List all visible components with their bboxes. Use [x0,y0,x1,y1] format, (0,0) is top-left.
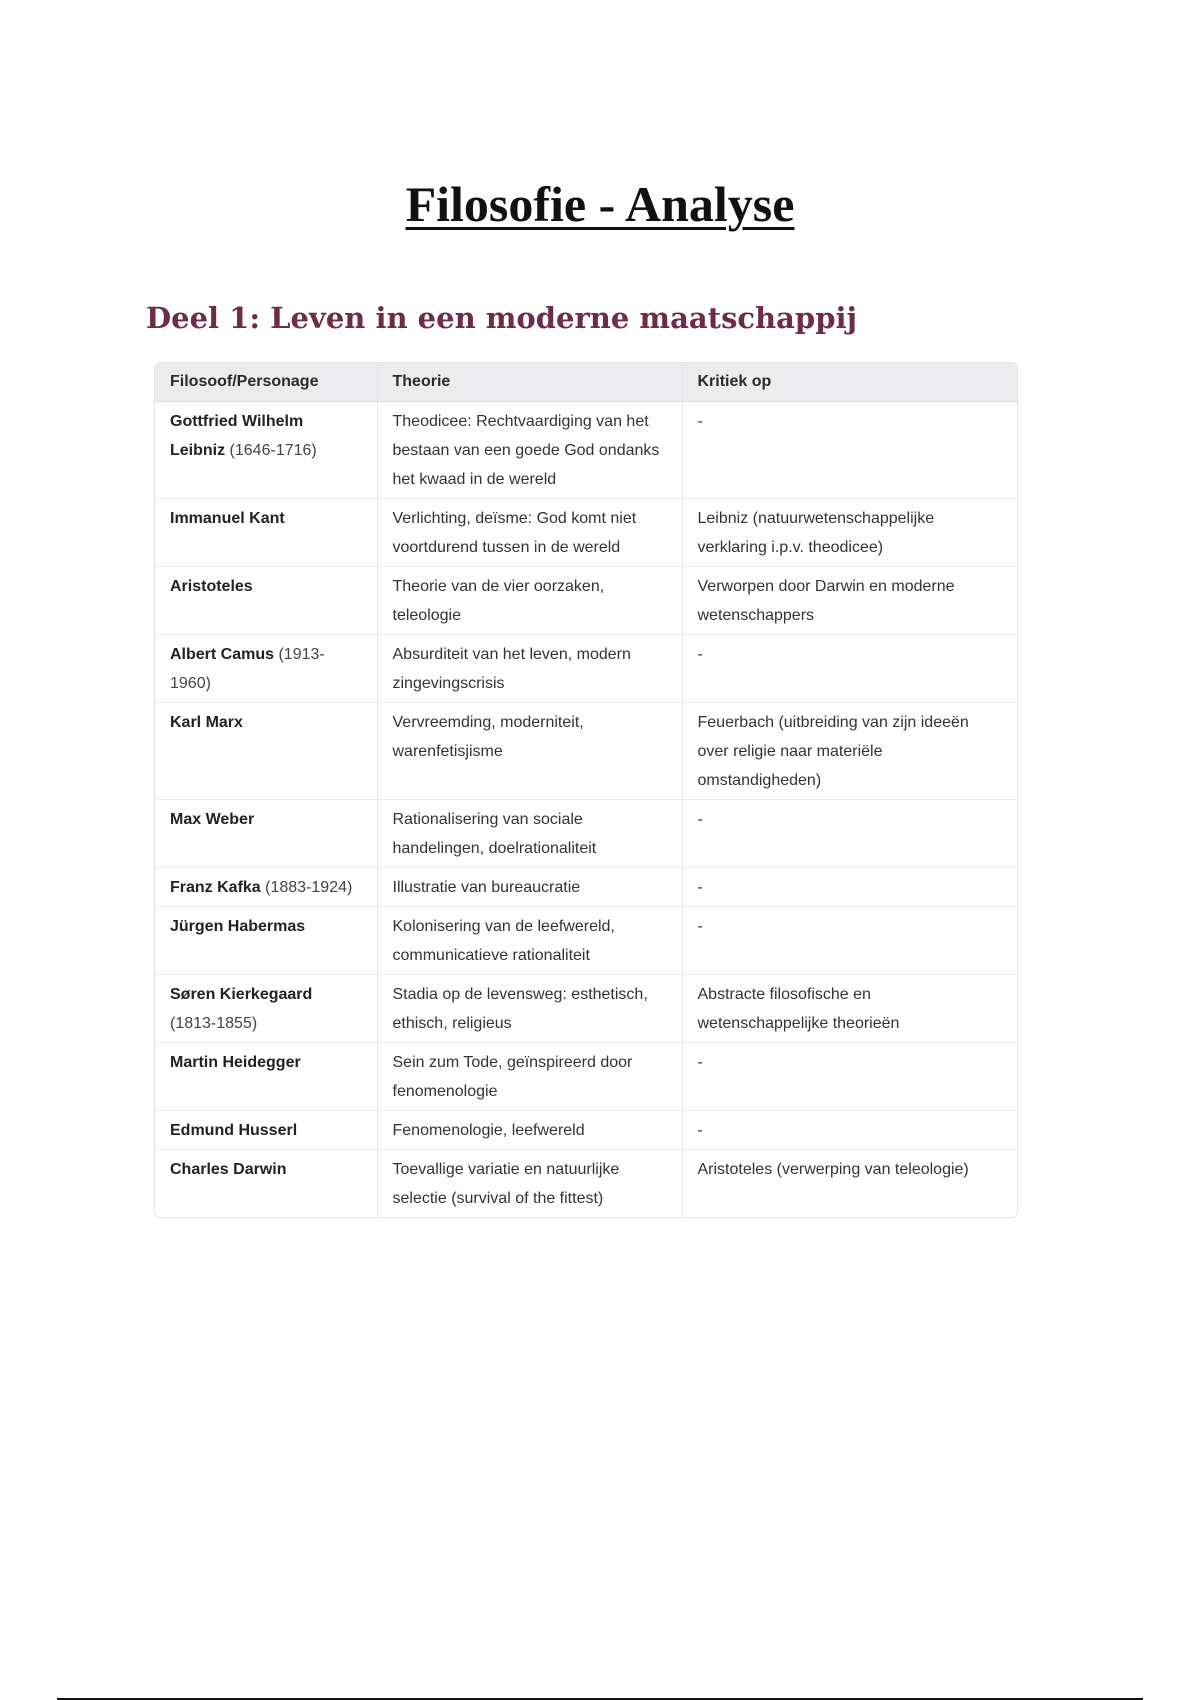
philosopher-name: Albert Camus [170,646,275,663]
cell-philosopher [155,402,377,499]
cell-theory: Toevallige variatie en natuurlijke selectie (survival of the fittest) [377,1150,682,1218]
cell-philosopher [155,1111,377,1150]
cell-philosopher [155,868,377,907]
philosopher-name: Max Weber [170,811,255,828]
philosopher-name: Immanuel Kant [170,510,285,527]
cell-critique: - [682,800,1017,868]
philosopher-name: Edmund Husserl [170,1122,298,1139]
table-row [155,868,1017,907]
cell-philosopher [155,1043,377,1111]
table-row [155,1111,1017,1150]
table-row [155,1043,1017,1111]
cell-philosopher [155,567,377,635]
table-row [155,800,1017,868]
philosopher-years: (1883-1924) [260,879,353,896]
cell-philosopher [155,907,377,975]
column-header-theory: Theorie [377,363,682,402]
cell-theory: Stadia op de levensweg: esthetisch, ethisch, religieus [377,975,682,1043]
cell-critique: - [682,907,1017,975]
table-header-row [155,363,1017,402]
cell-critique: - [682,635,1017,703]
table-body [155,402,1017,1218]
philosopher-name: Aristoteles [170,578,253,595]
page-title: Filosofie - Analyse [405,175,795,232]
philosopher-name: Gottfried Wilhelm Leibniz [170,413,304,459]
cell-critique: Leibniz (natuurwetenschappelijke verklaring i.p.v. theodicee) [682,499,1017,567]
column-header-philosopher: Filosoof/Personage [155,363,377,402]
table-row [155,975,1017,1043]
cell-theory: Verlichting, deïsme: God komt niet voortdurend tussen in de wereld [377,499,682,567]
cell-theory: Theodicee: Rechtvaardiging van het bestaan van een goede God ondanks het kwaad in de wereld [377,402,682,499]
table-row [155,499,1017,567]
philosopher-name: Charles Darwin [170,1161,287,1178]
cell-critique: Abstracte filosofische en wetenschappelijke theorieën [682,975,1017,1043]
cell-critique: Feuerbach (uitbreiding van zijn ideeën over religie naar materiële omstandigheden) [682,703,1017,800]
cell-philosopher [155,975,377,1043]
cell-theory: Fenomenologie, leefwereld [377,1111,682,1150]
cell-philosopher [155,703,377,800]
cell-theory: Kolonisering van de leefwereld, communicatieve rationaliteit [377,907,682,975]
cell-theory: Rationalisering van sociale handelingen, doelrationaliteit [377,800,682,868]
cell-critique: Verworpen door Darwin en moderne wetenschappers [682,567,1017,635]
cell-theory: Sein zum Tode, geïnspireerd door fenomenologie [377,1043,682,1111]
cell-philosopher [155,1150,377,1218]
cell-critique: - [682,1111,1017,1150]
philosopher-name: Jürgen Habermas [170,918,306,935]
table-row [155,402,1017,499]
section-heading: Deel 1: Leven in een moderne maatschappij [146,301,857,336]
cell-philosopher [155,499,377,567]
cell-critique: - [682,1043,1017,1111]
column-header-critique: Kritiek op [682,363,1017,402]
cell-theory: Vervreemding, moderniteit, warenfetisjisme [377,703,682,800]
philosopher-years: (1646-1716) [225,442,317,459]
table-row [155,703,1017,800]
table-row [155,635,1017,703]
cell-theory: Illustratie van bureaucratie [377,868,682,907]
cell-critique: Aristoteles (verwerping van teleologie) [682,1150,1017,1218]
table-row [155,907,1017,975]
philosopher-name: Søren Kierkegaard [170,986,313,1003]
cell-critique: - [682,868,1017,907]
cell-philosopher [155,800,377,868]
cell-theory: Theorie van de vier oorzaken, teleologie [377,567,682,635]
philosopher-name: Karl Marx [170,714,243,731]
philosopher-years: (1913-1960) [170,646,325,692]
philosophers-table [154,362,1018,1218]
philosopher-name: Franz Kafka [170,879,261,896]
philosopher-years: (1813-1855) [170,1015,258,1032]
philosopher-name: Martin Heidegger [170,1054,301,1071]
cell-critique: - [682,402,1017,499]
table-row [155,567,1017,635]
cell-theory: Absurditeit van het leven, modern zingevingscrisis [377,635,682,703]
cell-philosopher [155,635,377,703]
table-row [155,1150,1017,1218]
